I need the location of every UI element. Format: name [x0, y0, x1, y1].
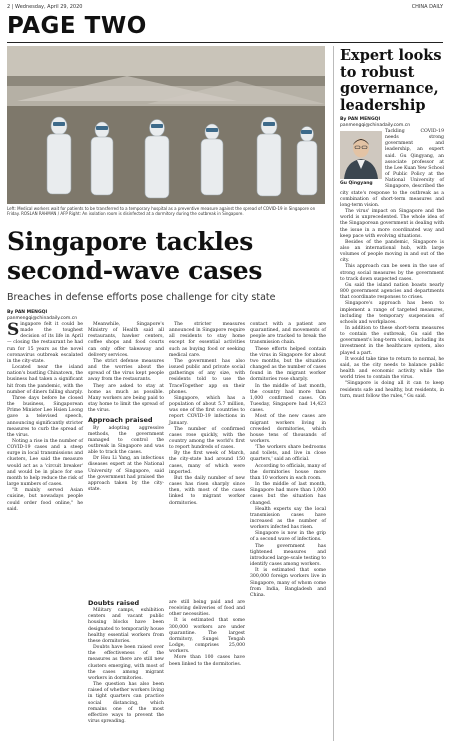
- paragraph: Three days before he closed the business, Singaporean Prime Minister Lee Hsien Loong gave a televised speech, announcing significantly stricter measures to curb the spread of the virus.: [7, 395, 83, 438]
- paragraph: The strict defense measures and the worries about the spread of the virus kept people away from the restaurants.: [88, 358, 164, 383]
- paragraph: By adopting aggressive methods, the government managed to control the outbreak in Singapore and was able to track the cases.: [88, 425, 164, 456]
- article-subhead: Breaches in defense efforts pose challenge for city state: [7, 292, 276, 303]
- paragraph: Singapore, which has a population of about 5.7 million, was one of the first countries to report COVID-19 infections in January.: [169, 395, 245, 426]
- article-column-3: [169, 322, 245, 507]
- paragraph: Singapore's approach has been to implement a range of targeted measures, including the temporary suspension of schools and workplaces.: [340, 301, 444, 325]
- paragraph: contact with a patient are quarantined, and movements of people are tracked to break the transmission chain.: [250, 322, 326, 346]
- byline-name: By PAN MENGQI: [7, 310, 48, 315]
- paragraph: Gu said the island nation boasts nearly 800 government agencies and departments that coordinate responses to crises.: [340, 282, 444, 301]
- paragraph: Military camps, exhibition centers and vacant public housing blocks have been designated to temporarily house healthy essential workers from these dormitories.: [88, 608, 164, 644]
- paragraph: According to officials, many of the dormitories house more than 10 workers in each room.: [250, 463, 326, 481]
- portrait-photo: [340, 131, 382, 179]
- paragraph: Noting a rise in the number of COVID-19 cases and a steep surge in local transmissions and clusters, Lee said the measure would act as a 'circuit breaker' and would be in place for one month to help reduce the risk of large numbers of cases.: [7, 438, 83, 488]
- byline-email: panmengqi@chinadaily.com.cn: [7, 315, 78, 321]
- paragraph: Doubts have been raised over the effectiveness of the measures as there are still new clusters emerging, with most of the cases among migrant workers in dormitories.: [88, 645, 164, 681]
- article-column-continuation: [169, 600, 245, 668]
- page-date: 2 | Wednesday, April 29, 2020: [7, 4, 83, 10]
- article-column-2: [88, 322, 164, 493]
- paragraph: ingapore felt it could be made the toughest decision of its life in April — closing the restaurant he had run for 15 years as the novel coronavirus outbreak escalated in the city-state.: [7, 322, 83, 364]
- paragraph: "It mainly served Asian cuisine, but nowadays people could order food online," he said.: [7, 488, 83, 512]
- paragraph: are still being paid and are receiving deliveries of food and other necessities.: [169, 600, 245, 618]
- paragraph: Most of the new cases are migrant workers living in crowded dormitories, which house tens of thousands of workers.: [250, 414, 326, 444]
- paragraph: It is estimated that some 300,000 workers are under quarantine. The largest dormitory, Sungei Tengah Lodge, comprises 25,000 workers.: [169, 618, 245, 655]
- paragraph: By the first week of March, the city-state had around 150 cases, many of which were imported.: [169, 451, 245, 475]
- page-header: [7, 4, 443, 42]
- article-column-doubts: [88, 600, 164, 725]
- article-column-4: [250, 322, 326, 599]
- paragraph: "Singapore is doing all it can to keep residents safe and healthy, but residents, in turn, must follow the rules," Gu said.: [340, 381, 444, 399]
- drop-cap: S: [7, 320, 20, 340]
- section-subheading: Doubts raised: [88, 599, 140, 607]
- paragraph: Besides of the pandemic, Singapore is also an international hub, with large volumes of people moving in and out of the city.: [340, 239, 444, 264]
- paragraph: The virus' impact on Singapore and the world is unprecedented. The whole idea of the Singaporean government is dealing with the issue in a more coordinated way and keep pace with evolving situations.: [340, 209, 444, 239]
- paragraph: This approach can be seen in the use of strong social measures by the government to track down suspected cases.: [340, 264, 444, 282]
- header-divider: [7, 42, 443, 43]
- paragraph: They are asked to stay at home as much as possible. Many workers are being paid to stay home to limit the spread of the virus.: [88, 383, 164, 414]
- paragraph: These efforts helped contain the virus in Singapore for about two months, but the situation changed as the number of cases found in the migrant worker dormitories rose sharply.: [250, 346, 326, 383]
- paragraph: It is estimated that some 300,000 foreign workers live in Singapore, many of whom come from India, Bangladesh and China.: [250, 568, 326, 598]
- article-headline: Singapore tackles second-wave cases: [7, 227, 263, 285]
- opinion-byline-name: By PAN MENGQI: [340, 117, 381, 122]
- paragraph: The number of confirmed cases rose quickly, with the country among the world's first to report hundreds of cases.: [169, 426, 245, 451]
- photo-caption: Left: Medical workers wait for patients to be transferred to a temporary hospital as a preventive measure against the spread of COVID-19 in Singapore on Friday. ROSLAN RAHMAN / AFP Right: An isolation room is disinfected at a dormitory during the outbreak in Singapore.: [7, 206, 316, 216]
- article-body: [7, 322, 327, 742]
- opinion-headline: Expert looks to robust governance, leadership: [340, 47, 442, 114]
- paragraph: Singapore is now in the grip of a second wave of infections.: [250, 531, 326, 543]
- paragraph: It would take time to return to normal, he said, as the city needs to balance public health and economic activity while the world tries to contain the virus.: [340, 356, 444, 381]
- paragraph: Tackling COVID-19 needs strong government and leadership, an expert said. Gu Qingyang, an associate professor at the Lee Kuan Yew School of Public Policy at the National University of Singapore, described the city state's response to the outbreak as a combination of short-term measures and long-term vision.: [340, 129, 444, 208]
- paragraph: Meanwhile, Singapore's Ministry of Health said all restaurants, hawker centers, coffee shops and food courts can only offer takeaway and delivery services.: [88, 322, 164, 358]
- paragraph: In addition to these short-term measures to contain the outbreak, Gu said the government's long-term vision, including its investment in the healthcare system, also played a part.: [340, 326, 444, 356]
- publication-name: CHINA DAILY: [411, 4, 443, 10]
- opinion-byline-email: panmengqi@chinadaily.com.cn: [340, 122, 411, 128]
- paragraph: In the middle of last month, Singapore had more than 1,000 cases but the situation has changed.: [250, 482, 326, 506]
- section-title: PAGE TWO: [7, 13, 147, 39]
- paragraph: Health experts say the local transmission cases have increased as the number of workers infected has risen.: [250, 506, 326, 531]
- paragraph: The question has also been raised of whether workers living in tight quarters can practice social distancing, which remains one of the most effective ways to prevent the virus spreading.: [88, 682, 164, 724]
- opinion-byline: [340, 117, 444, 128]
- paragraph: The government has tightened measures and introduced large-scale testing to identify cases among workers.: [250, 543, 326, 568]
- paragraph: 'The workers share bedrooms and toilets, and live in close quarters,' said an official.: [250, 445, 326, 463]
- portrait-caption: Gu Qingyang: [340, 181, 373, 186]
- article-column-1: [7, 322, 83, 513]
- column-divider: [333, 46, 334, 741]
- paragraph: Located near the island nation's bustling Chinatown, the business had taken a significant hit from the pandemic, with the number of diners falling sharply.: [7, 365, 83, 395]
- paragraph: The stricter measures announced in Singapore require all residents to stay home except for essential activities such as buying food or seeking medical care.: [169, 322, 245, 358]
- lead-photo: [7, 46, 325, 204]
- paragraph: But the daily number of new cases has risen sharply since then, with most of the cases linked to migrant worker dormitories.: [169, 475, 245, 506]
- paragraph: More than 100 cases have been linked to the dormitories.: [169, 655, 245, 667]
- opinion-body: [340, 129, 444, 741]
- paragraph: Dr Hsu Li Yang, an infectious diseases expert at the National University of Singapore, said the government had praised the approach taken by the city-state.: [88, 456, 164, 493]
- paragraph: In the middle of last month, the country had more than 1,000 confirmed cases. On Tuesday, Singapore had 14,423 cases.: [250, 383, 326, 414]
- paragraph: The government has also issued public and private social gatherings of any size, with residents told to use the TraceTogether app on their phones.: [169, 358, 245, 395]
- lead-photo-illustration: [7, 46, 325, 204]
- person-icon: [340, 131, 382, 179]
- section-subheading: Approach praised: [88, 416, 153, 425]
